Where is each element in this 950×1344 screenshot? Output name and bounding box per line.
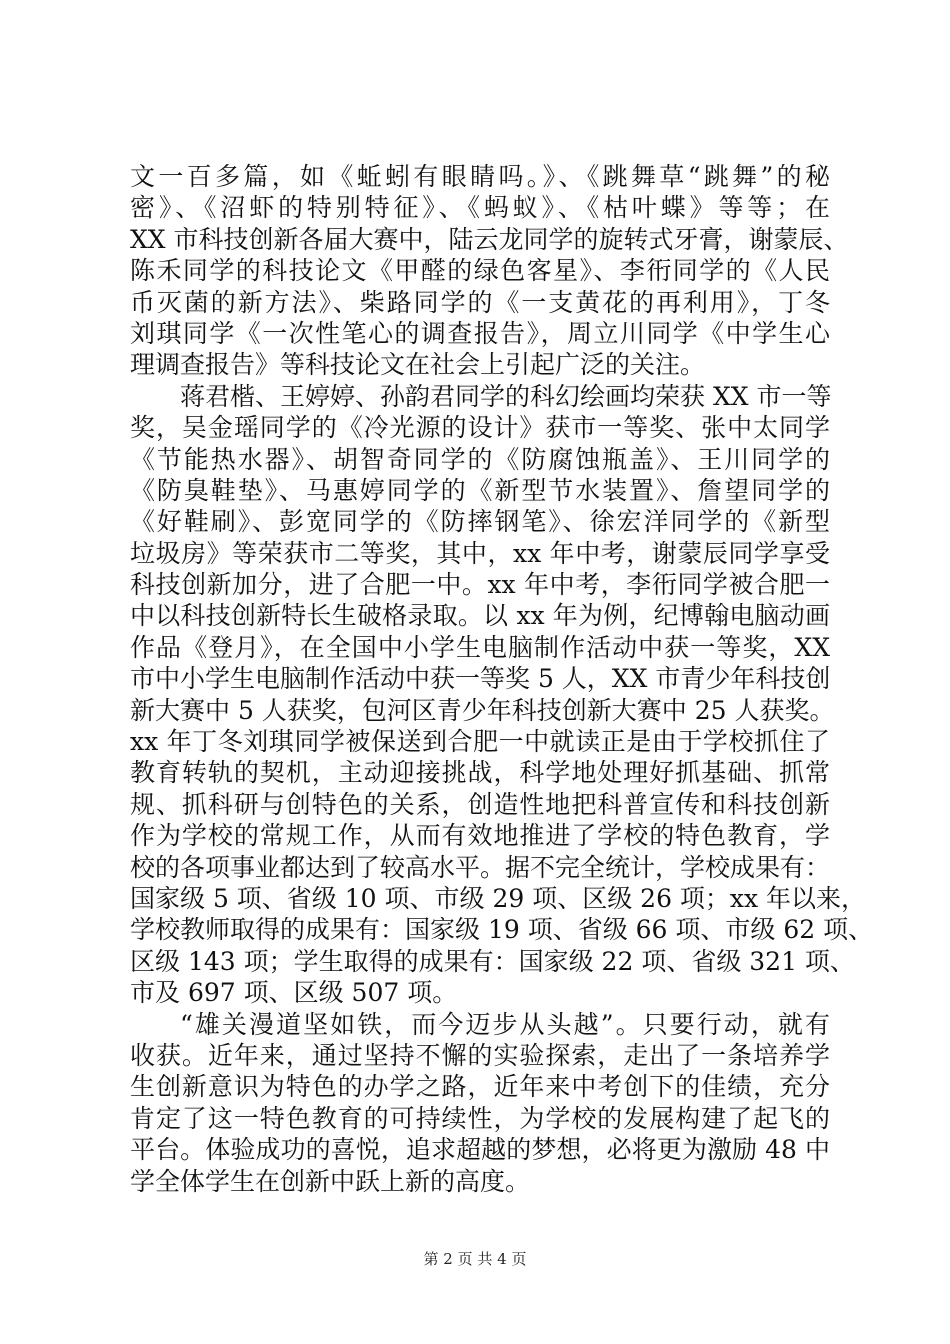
paragraph-line: 文一百多篇，如《蚯蚓有眼睛吗。》、《跳舞草“跳舞”的秘 [130, 162, 830, 191]
paragraph-line: 中以科技创新特长生破格录取。以 xx 年为例，纪博翰电脑动画 [130, 601, 830, 631]
paragraph-line: 理调查报告》等科技论文在社会上引起广泛的关注。 [130, 350, 706, 380]
paragraph-line: 刘琪同学《一次性笔心的调查报告》，周立川同学《中学生心 [130, 318, 830, 348]
paragraph-line: “雄关漫道坚如铁，而今迈步从头越”。只要行动，就有 [180, 1009, 830, 1039]
paragraph-line: 国家级 5 项、省级 10 项、市级 29 项、区级 26 项；xx 年以来， [130, 883, 867, 913]
paragraph-line: 新大赛中 5 人获奖，包河区青少年科技创新大赛中 25 人获奖。 [130, 695, 835, 725]
page-number-footer: 第 2 页 共 4 页 [423, 1250, 527, 1268]
paragraph-line: 平台。体验成功的喜悦，追求超越的梦想，必将更为激励 48 中 [130, 1135, 830, 1165]
paragraph-line: 作为学校的常规工作，从而有效地推进了学校的特色教育，学 [130, 821, 830, 851]
paragraph-line: 奖，吴金瑶同学的《冷光源的设计》获市一等奖、张中太同学 [130, 413, 830, 443]
paragraph-line: xx 年丁冬刘琪同学被保送到合肥一中就读正是由于学校抓住了 [130, 727, 830, 757]
paragraph-line: 教育转轨的契机，主动迎接挑战，科学地处理好抓基础、抓常 [130, 758, 830, 788]
paragraph-line: 规、抓科研与创特色的关系，创造性地把科普宣传和科技创新 [130, 789, 830, 819]
paragraph-line: 陈禾同学的科技论文《甲醛的绿色客星》、李衎同学的《人民 [130, 256, 830, 286]
paragraph [130, 381, 874, 1009]
paragraph [130, 1009, 830, 1197]
paragraph-line: 学全体学生在创新中跃上新的高度。 [130, 1166, 531, 1196]
paragraph-line: 垃圾房》等荣获市二等奖，其中，xx 年中考，谢蒙辰同学享受 [130, 538, 830, 568]
paragraph-line: 肯定了这一特色教育的可持续性，为学校的发展构建了起飞的 [130, 1103, 830, 1133]
paragraph-line: 收获。近年来，通过坚持不懈的实验探索，走出了一条培养学 [130, 1040, 830, 1070]
paragraph-line: 币灭菌的新方法》、柴路同学的《一支黄花的再利用》，丁冬 [130, 287, 830, 317]
paragraph-line: 密》、《沼虾的特别特征》、《蚂蚁》、《枯叶蝶》等等；在 [130, 193, 830, 223]
document-body [130, 161, 874, 1197]
paragraph-line: 《防臭鞋垫》、马惠婷同学的《新型节水装置》、詹望同学的 [130, 475, 830, 505]
paragraph-line: 科技创新加分，进了合肥一中。xx 年中考，李衎同学被合肥一 [130, 570, 830, 600]
paragraph-line: 《好鞋刷》、彭宽同学的《防摔钢笔》、徐宏洋同学的《新型 [130, 507, 830, 537]
paragraph-line: 校的各项事业都达到了较高水平。据不完全统计，学校成果有： [130, 852, 831, 882]
paragraph-line: 市中小学生电脑制作活动中获一等奖 5 人，XX 市青少年科技创 [130, 664, 831, 694]
paragraph-line: 区级 143 项；学生取得的成果有：国家级 22 项、省级 321 项、 [130, 946, 855, 976]
paragraph-line: 《节能热水器》、胡智奇同学的《防腐蚀瓶盖》、王川同学的 [130, 444, 830, 474]
paragraph-line: 作品《登月》，在全国中小学生电脑制作活动中获一等奖，XX [130, 632, 830, 662]
paragraph-line: 蒋君楷、王婷婷、孙韵君同学的科幻绘画均荣获 XX 市一等 [180, 381, 832, 411]
paragraph-line: 市及 697 项、区级 507 项。 [130, 978, 458, 1008]
paragraph-line: 生创新意识为特色的办学之路，近年来中考创下的佳绩，充分 [130, 1072, 830, 1102]
paragraph [130, 161, 849, 381]
paragraph-line: XX 市科技创新各届大赛中，陆云龙同学的旋转式牙膏，谢蒙辰、 [130, 224, 849, 254]
paragraph-line: 学校教师取得的成果有：国家级 19 项、省级 66 项、市级 62 项、 [130, 915, 874, 945]
